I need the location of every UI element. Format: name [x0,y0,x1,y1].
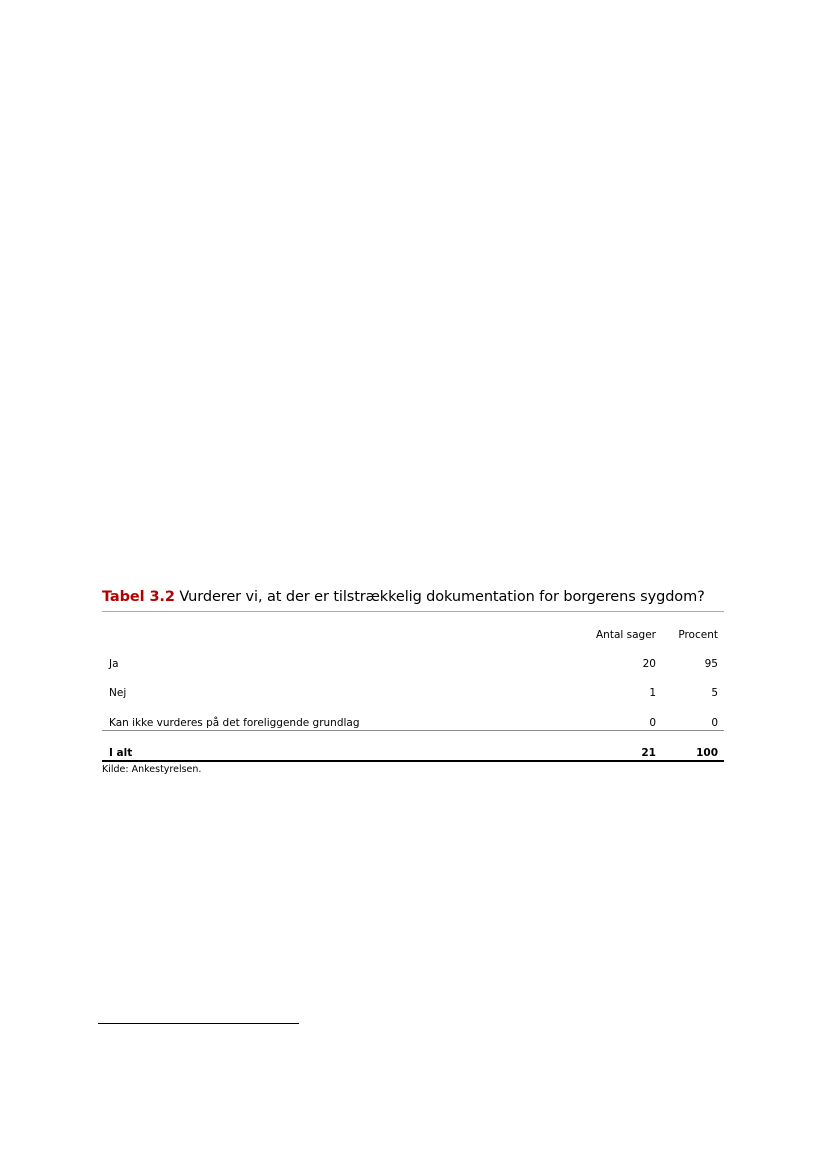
caption-divider [102,611,724,612]
total-percent: 100 [656,730,724,761]
header-row [102,619,724,647]
table-number: Tabel 3.2 [102,589,175,605]
total-label: I alt [102,730,536,761]
table-block [102,586,724,776]
row-percent: 95 [704,658,718,670]
row-label: Kan ikke vurderes på det foreliggende grundlag [102,705,536,730]
row-count: 1 [649,687,656,699]
table-row [102,647,724,676]
total-count: 21 [536,730,656,761]
total-row [102,730,724,761]
row-label: Ja [109,658,119,670]
row-label: Nej [109,687,127,699]
row-count: 20 [642,658,656,670]
row-count: 0 [536,705,656,730]
row-percent: 5 [711,687,718,699]
table-title: Vurderer vi, at der er tilstrækkelig dokumentation for borgerens sygdom? [179,589,705,605]
table-row [102,676,724,705]
table-caption [102,586,724,608]
header-percent: Procent [678,629,718,641]
table-source: Kilde: Ankestyrelsen. [102,764,202,775]
data-table [102,619,724,762]
table-row [102,705,724,730]
header-label [102,619,536,647]
row-percent: 0 [656,705,724,730]
header-count: Antal sager [596,629,656,641]
footnote-divider [98,1023,299,1024]
